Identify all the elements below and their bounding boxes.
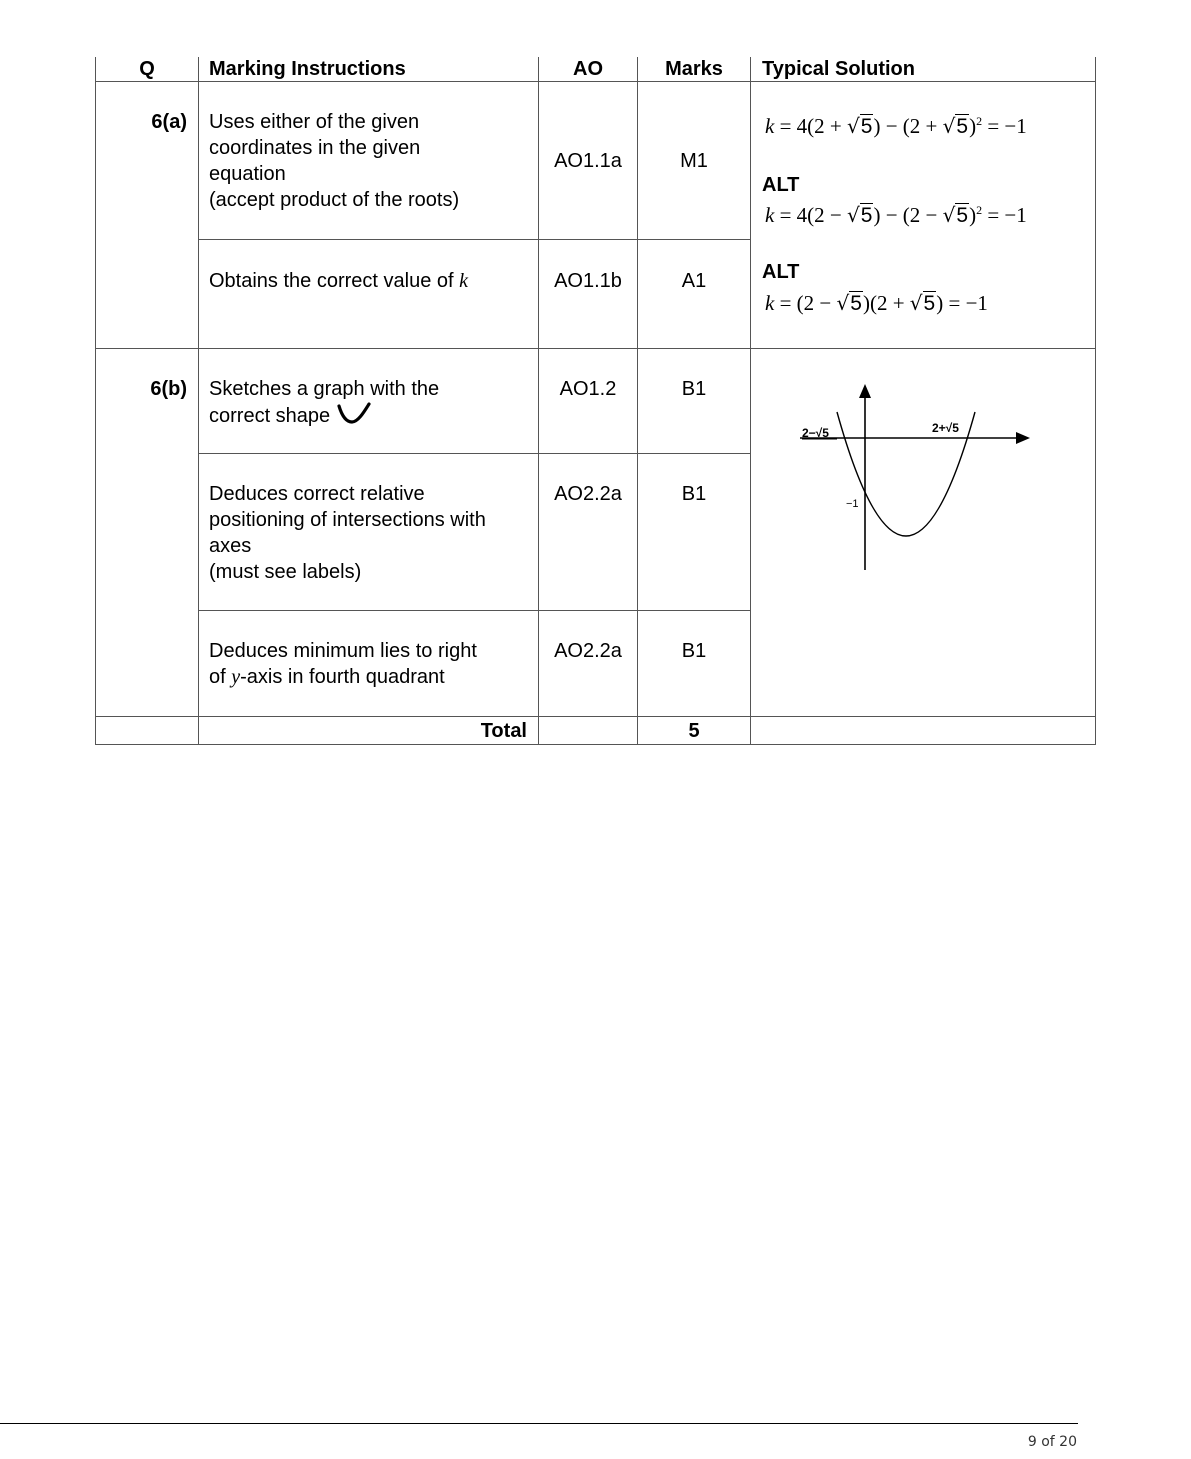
header-ao: AO xyxy=(573,58,603,80)
solution-equation-1: $k = 4(2 + √5) - (2 + √5)^2 = -1$ xyxy=(765,114,1027,138)
x-axis-arrow xyxy=(1016,432,1030,444)
mark-6b-1: B1 xyxy=(681,378,707,400)
ao-6b-3: AO2.2a xyxy=(554,640,622,662)
question-label-6a: 6(a) xyxy=(151,111,187,133)
mark-6a-2: A1 xyxy=(681,270,707,292)
header-typical-solution: Typical Solution xyxy=(762,58,915,80)
page-number: 9 of 20 xyxy=(1027,1434,1077,1450)
mark-6a-1: M1 xyxy=(680,150,708,172)
ao-6b-2: AO2.2a xyxy=(554,483,622,505)
solution-alt-label-2: ALT xyxy=(762,261,800,283)
instruction-6a-1: Uses either of the given coordinates in the given equation (accept product of the roots) xyxy=(209,111,460,211)
total-marks: 5 xyxy=(688,720,700,742)
parabola-sketch xyxy=(790,380,1040,580)
root-label-right: 2+√5 xyxy=(932,421,959,435)
mark-6b-3: B1 xyxy=(681,640,707,662)
header-q: Q xyxy=(139,58,155,80)
question-label-6b: 6(b) xyxy=(150,378,187,400)
header-marking-instructions: Marking Instructions xyxy=(209,58,406,80)
instruction-6a-2: Obtains the correct value of k xyxy=(209,270,469,292)
ao-6a-1: AO1.1a xyxy=(554,150,622,172)
y-axis-arrow xyxy=(859,384,871,398)
header-marks: Marks xyxy=(665,58,723,80)
instruction-6b-1: Sketches a graph with the correct shape xyxy=(209,378,440,427)
y-intercept-label: −1 xyxy=(846,498,859,510)
total-label: Total xyxy=(480,720,527,742)
solution-alt-label-1: ALT xyxy=(762,174,800,196)
footer-rule xyxy=(0,1423,1078,1424)
solution-equation-3: k = (2 − √5)(2 + √5) = −1 xyxy=(765,291,988,315)
mark-6b-2: B1 xyxy=(681,483,707,505)
root-label-left: 2−√5 xyxy=(802,426,829,440)
solution-equation-2: $k = 4(2 - √5) - (2 - √5)^2 = -1$ xyxy=(765,203,1027,227)
instruction-6b-3: Deduces minimum lies to right of y-axis in fourth quadrant xyxy=(209,640,477,688)
ao-6a-2: AO1.1b xyxy=(554,270,622,292)
u-shape-icon xyxy=(336,402,372,426)
instruction-6b-2: Deduces correct relative positioning of intersections with axes (must see labels) xyxy=(209,483,486,583)
ao-6b-1: AO1.2 xyxy=(559,378,617,400)
